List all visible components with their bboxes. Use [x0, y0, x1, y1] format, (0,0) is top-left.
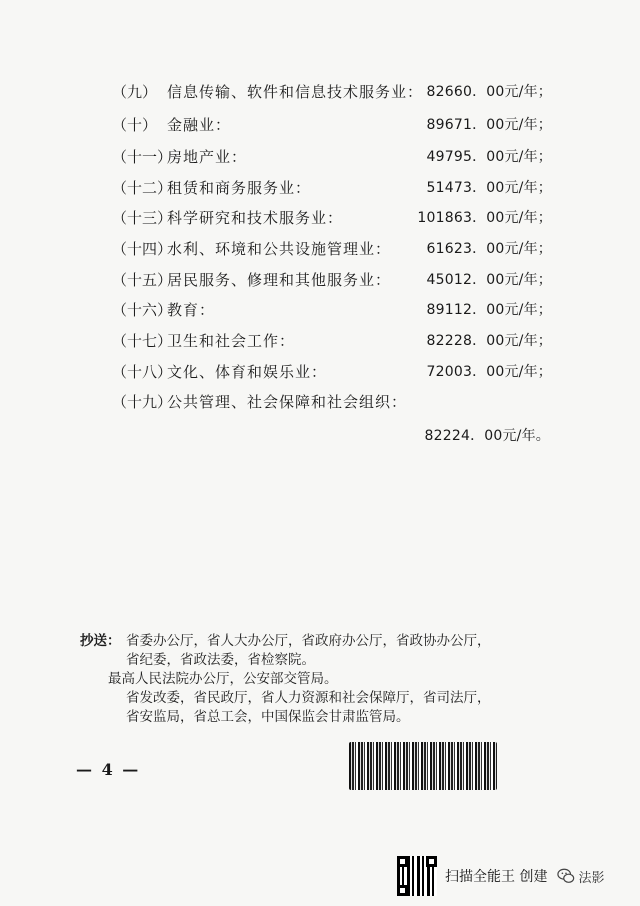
- item-number: （十五）: [112, 271, 173, 289]
- industry-row: [112, 80, 552, 104]
- barcode-image: [349, 742, 497, 790]
- salary-value: 51473．00元/年；: [426, 180, 552, 196]
- salary-value: 82660．00元/年；: [426, 84, 552, 100]
- item-number: （十四）: [112, 240, 173, 258]
- cc-line: 省委办公厅，省人大办公厅，省政府办公厅，省政协办公厅，: [126, 633, 491, 649]
- industry-row: [112, 390, 552, 450]
- item-number: （十）: [112, 116, 158, 134]
- watermark: [557, 867, 604, 886]
- item-number: （十八）: [112, 363, 173, 381]
- salary-value: 45012．00元/年；: [426, 272, 552, 288]
- scanner-label: 扫描全能王 创建: [445, 869, 548, 885]
- industry-name: 水利、环境和公共设施管理业：: [167, 240, 392, 258]
- industry-row: [112, 298, 552, 322]
- wechat-icon: [557, 867, 575, 885]
- item-number: （十七）: [112, 332, 173, 350]
- cc-line: 省安监局，省总工会，中国保监会甘肃监管局。: [126, 709, 410, 725]
- industry-row: [112, 268, 552, 292]
- salary-value: 72003．00元/年；: [426, 364, 552, 380]
- item-number: （九）: [112, 83, 158, 101]
- salary-value: 101863．00元/年；: [417, 210, 552, 226]
- industry-name: 文化、体育和娱乐业：: [167, 363, 328, 381]
- cc-label: 抄送：: [80, 633, 121, 649]
- cc-line: 省发改委，省民政厅，省人力资源和社会保障厅，省司法厅，: [126, 690, 491, 706]
- cc-line: 省纪委，省政法委，省检察院。: [126, 652, 315, 668]
- industry-name: 居民服务、修理和其他服务业：: [167, 271, 392, 289]
- salary-value: 82228．00元/年；: [426, 333, 552, 349]
- item-number: （十三）: [112, 209, 173, 227]
- industry-name: 教育：: [167, 301, 216, 319]
- item-number: （十一）: [112, 148, 173, 166]
- page-number: — 4 —: [76, 760, 141, 779]
- cc-line: 最高人民法院办公厅，公安部交管局。: [108, 671, 338, 687]
- item-number: （十二）: [112, 179, 173, 197]
- industry-name: 租赁和商务服务业：: [167, 179, 312, 197]
- scanner-footer: [397, 856, 604, 896]
- industry-row: [112, 360, 552, 384]
- item-number: （十九）: [112, 393, 173, 411]
- industry-row: [112, 176, 552, 200]
- industry-name: 科学研究和技术服务业：: [167, 209, 344, 227]
- salary-value: 82224．00元/年。: [424, 428, 550, 444]
- industry-row: [112, 237, 552, 261]
- salary-value: 89671．00元/年；: [426, 117, 552, 133]
- salary-value: 89112．00元/年；: [426, 302, 552, 318]
- industry-row: [112, 329, 552, 353]
- industry-name: 金融业：: [167, 116, 232, 134]
- salary-value: 61623．00元/年；: [426, 241, 552, 257]
- industry-row: [112, 206, 552, 230]
- industry-name: 公共管理、社会保障和社会组织：: [167, 393, 408, 411]
- item-number: （十六）: [112, 301, 173, 319]
- industry-row: [112, 113, 552, 137]
- salary-value: 49795．00元/年；: [426, 149, 552, 165]
- watermark-text: 法影: [578, 870, 605, 886]
- industry-row: [112, 145, 552, 169]
- industry-name: 房地产业：: [167, 148, 248, 166]
- industry-name: 信息传输、软件和信息技术服务业：: [167, 83, 424, 101]
- industry-name: 卫生和社会工作：: [167, 332, 296, 350]
- qr-code-icon: [397, 856, 437, 896]
